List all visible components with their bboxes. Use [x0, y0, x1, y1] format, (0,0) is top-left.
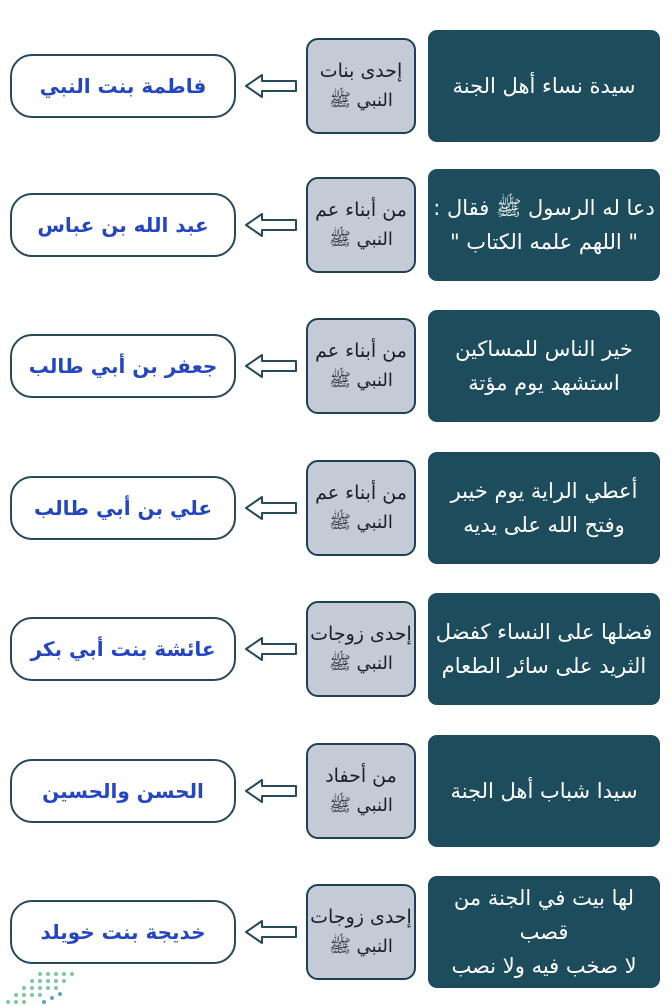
relation-box: [306, 884, 416, 980]
answer-box: [10, 54, 236, 118]
description-line: استشهد يوم مؤتة: [468, 371, 620, 395]
relation-line: من أبناء عم: [315, 340, 407, 362]
relation-line: إحدى بنات: [319, 60, 403, 82]
answer-text: جعفر بن أبي طالب: [28, 354, 218, 378]
description-line: الثريد على سائر الطعام: [441, 654, 647, 678]
relation-box: [306, 177, 416, 273]
description-line: سيدة نساء أهل الجنة: [452, 74, 636, 98]
relation-box: [306, 318, 416, 414]
diagram-row: [0, 593, 672, 707]
answer-box: [10, 617, 236, 681]
diagram-row: [0, 452, 672, 566]
relation-line: من أبناء عم: [315, 199, 407, 221]
relation-line: النبي ﷺ: [329, 936, 393, 957]
description-box: [428, 452, 660, 564]
answer-box: [10, 334, 236, 398]
answer-box: [10, 900, 236, 964]
relation-line: إحدى زوجات: [310, 623, 412, 645]
relation-box: [306, 460, 416, 556]
answer-box: [10, 476, 236, 540]
answer-text: الحسن والحسين: [42, 779, 204, 803]
arrow-left-icon: [244, 212, 298, 238]
description-line: أعطي الراية يوم خيبر: [450, 479, 638, 503]
diagram-row: [0, 735, 672, 849]
description-line: سيدا شباب أهل الجنة: [450, 779, 638, 803]
relation-line: النبي ﷺ: [329, 90, 393, 111]
diagram-row: [0, 30, 672, 144]
answer-text: خديجة بنت خويلد: [40, 920, 206, 944]
answer-box: [10, 759, 236, 823]
relation-line: من أبناء عم: [315, 482, 407, 504]
description-box: [428, 593, 660, 705]
diagram-row: [0, 876, 672, 990]
answer-text: عبد الله بن عباس: [37, 213, 209, 237]
description-line: دعا له الرسول ﷺ فقال :: [433, 196, 655, 220]
diagram-row: [0, 310, 672, 424]
relation-box: [306, 743, 416, 839]
dots-logo-icon: [0, 968, 80, 1006]
relation-line: النبي ﷺ: [329, 512, 393, 533]
arrow-left-icon: [244, 919, 298, 945]
description-line: وفتح الله على يديه: [463, 513, 625, 537]
arrow-left-icon: [244, 495, 298, 521]
description-line: فضلها على النساء كفضل: [435, 620, 653, 644]
description-line: " اللهم علمه الكتاب ": [449, 230, 639, 254]
description-box: [428, 169, 660, 281]
description-box: [428, 876, 660, 988]
relation-line: إحدى زوجات: [310, 906, 412, 928]
description-box: [428, 310, 660, 422]
description-line: لا صخب فيه ولا نصب: [451, 954, 637, 978]
relation-box: [306, 601, 416, 697]
description-line: خير الناس للمساكين: [455, 337, 633, 361]
relation-line: من أحفاد: [325, 765, 397, 787]
arrow-left-icon: [244, 353, 298, 379]
description-line: لها بيت في الجنة من قصب: [453, 886, 635, 944]
description-box: [428, 735, 660, 847]
relation-line: النبي ﷺ: [329, 653, 393, 674]
answer-text: فاطمة بنت النبي: [39, 74, 207, 98]
answer-text: عائشة بنت أبي بكر: [30, 637, 216, 661]
arrow-left-icon: [244, 636, 298, 662]
relation-line: النبي ﷺ: [329, 795, 393, 816]
arrow-left-icon: [244, 778, 298, 804]
answer-box: [10, 193, 236, 257]
answer-text: علي بن أبي طالب: [33, 496, 213, 520]
arrow-left-icon: [244, 73, 298, 99]
diagram-row: [0, 169, 672, 283]
description-box: [428, 30, 660, 142]
relation-line: النبي ﷺ: [329, 370, 393, 391]
relation-line: النبي ﷺ: [329, 229, 393, 250]
relation-box: [306, 38, 416, 134]
